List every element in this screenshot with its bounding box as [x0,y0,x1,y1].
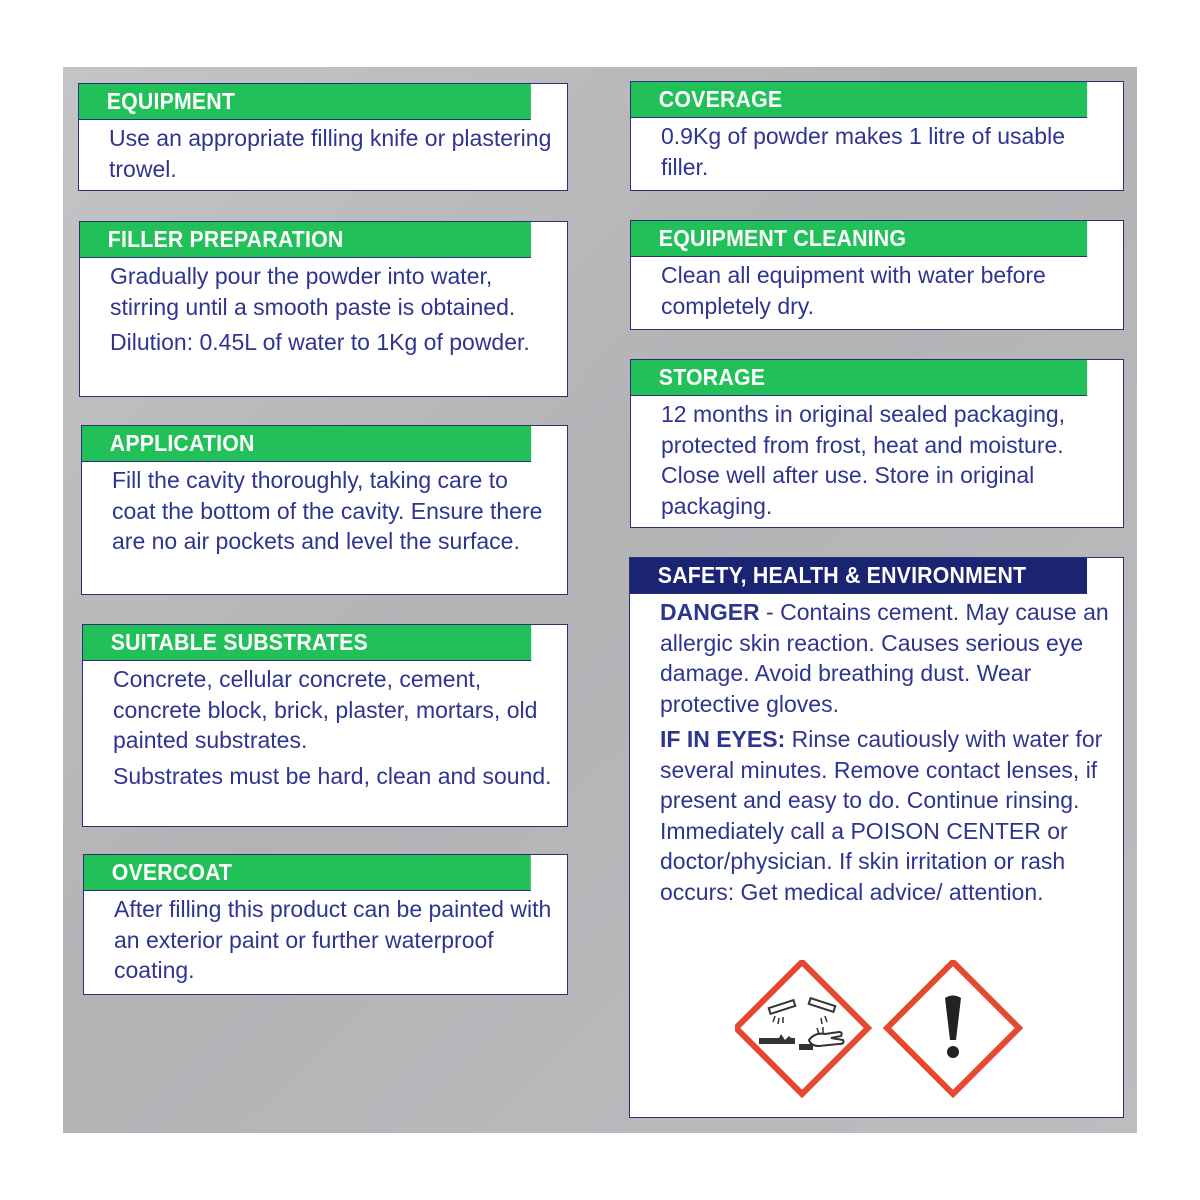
card-text [631,118,1123,182]
overcoat-card [83,854,568,995]
paragraph: Fill the cavity thoroughly, taking care to coat the bottom of the cavity. Ensure there are no air pockets and level the surface. [112,467,543,554]
suitable-substrates-card [82,624,568,827]
card-heading: FILLER PREPARATION [80,222,531,258]
card-text [83,661,567,791]
corrosion-icon [736,962,868,1094]
equipment-cleaning-card [630,220,1124,330]
equipment-card [78,83,568,191]
paragraph: Use an appropriate filling knife or plastering trowel. [109,125,552,182]
card-text [631,257,1123,321]
paragraph: Dilution: 0.45L of water to 1Kg of powder. [110,329,530,355]
storage-card [630,359,1124,528]
card-heading: EQUIPMENT CLEANING [631,221,1087,257]
card-text [79,120,567,184]
card-heading: SUITABLE SUBSTRATES [83,625,531,661]
card-heading: APPLICATION [82,426,531,462]
card-text [84,891,567,986]
application-card [81,425,568,595]
card-heading: EQUIPMENT [79,84,531,120]
card-heading: SAFETY, HEALTH & ENVIRONMENT [630,558,1087,594]
paragraph: Concrete, cellular concrete, cement, concrete block, brick, plaster, mortars, old painted substrates. [113,666,538,753]
paragraph: Clean all equipment with water before completely dry. [661,262,1046,319]
danger-paragraph [660,597,1113,719]
eyes-paragraph [660,724,1113,907]
ghs-pictograms [735,960,1025,1100]
paragraph: 0.9Kg of powder makes 1 litre of usable filler. [661,123,1066,180]
paragraph: Substrates must be hard, clean and sound. [113,762,552,789]
paragraph: 12 months in original sealed packaging, protected from frost, heat and moisture. Close well after use. Store in original packaging. [661,401,1066,519]
card-text [80,258,567,358]
exclamation-mark-icon [887,962,1019,1094]
eyes-text: Rinse cautiously with water for several minutes. Remove contact lenses, if present and easy to do. Continue rinsing. Immediately call a POISON CENTER or doctor/physician. If skin irritation or rash occurs: Get medical advice/ attention. [660,726,1103,905]
paragraph: After filling this product can be painted with an exterior paint or further waterproof coating. [114,896,552,983]
coverage-card [630,81,1124,191]
danger-text: - Contains cement. May cause an allergic skin reaction. Causes serious eye damage. Avoid breathing dust. Wear protective gloves. [660,599,1109,717]
card-heading: COVERAGE [631,82,1087,118]
filler-preparation-card [79,221,568,397]
card-text [630,594,1123,907]
card-text [82,462,567,557]
paragraph: Gradually pour the powder into water, stirring until a smooth paste is obtained. [110,263,516,320]
card-heading: STORAGE [631,360,1087,396]
card-heading: OVERCOAT [84,855,531,891]
safety-health-environment-card [629,557,1124,1118]
card-text [631,396,1123,521]
label-panel [63,67,1137,1133]
eyes-label: IF IN EYES: [660,726,786,752]
danger-label: DANGER [660,599,760,625]
